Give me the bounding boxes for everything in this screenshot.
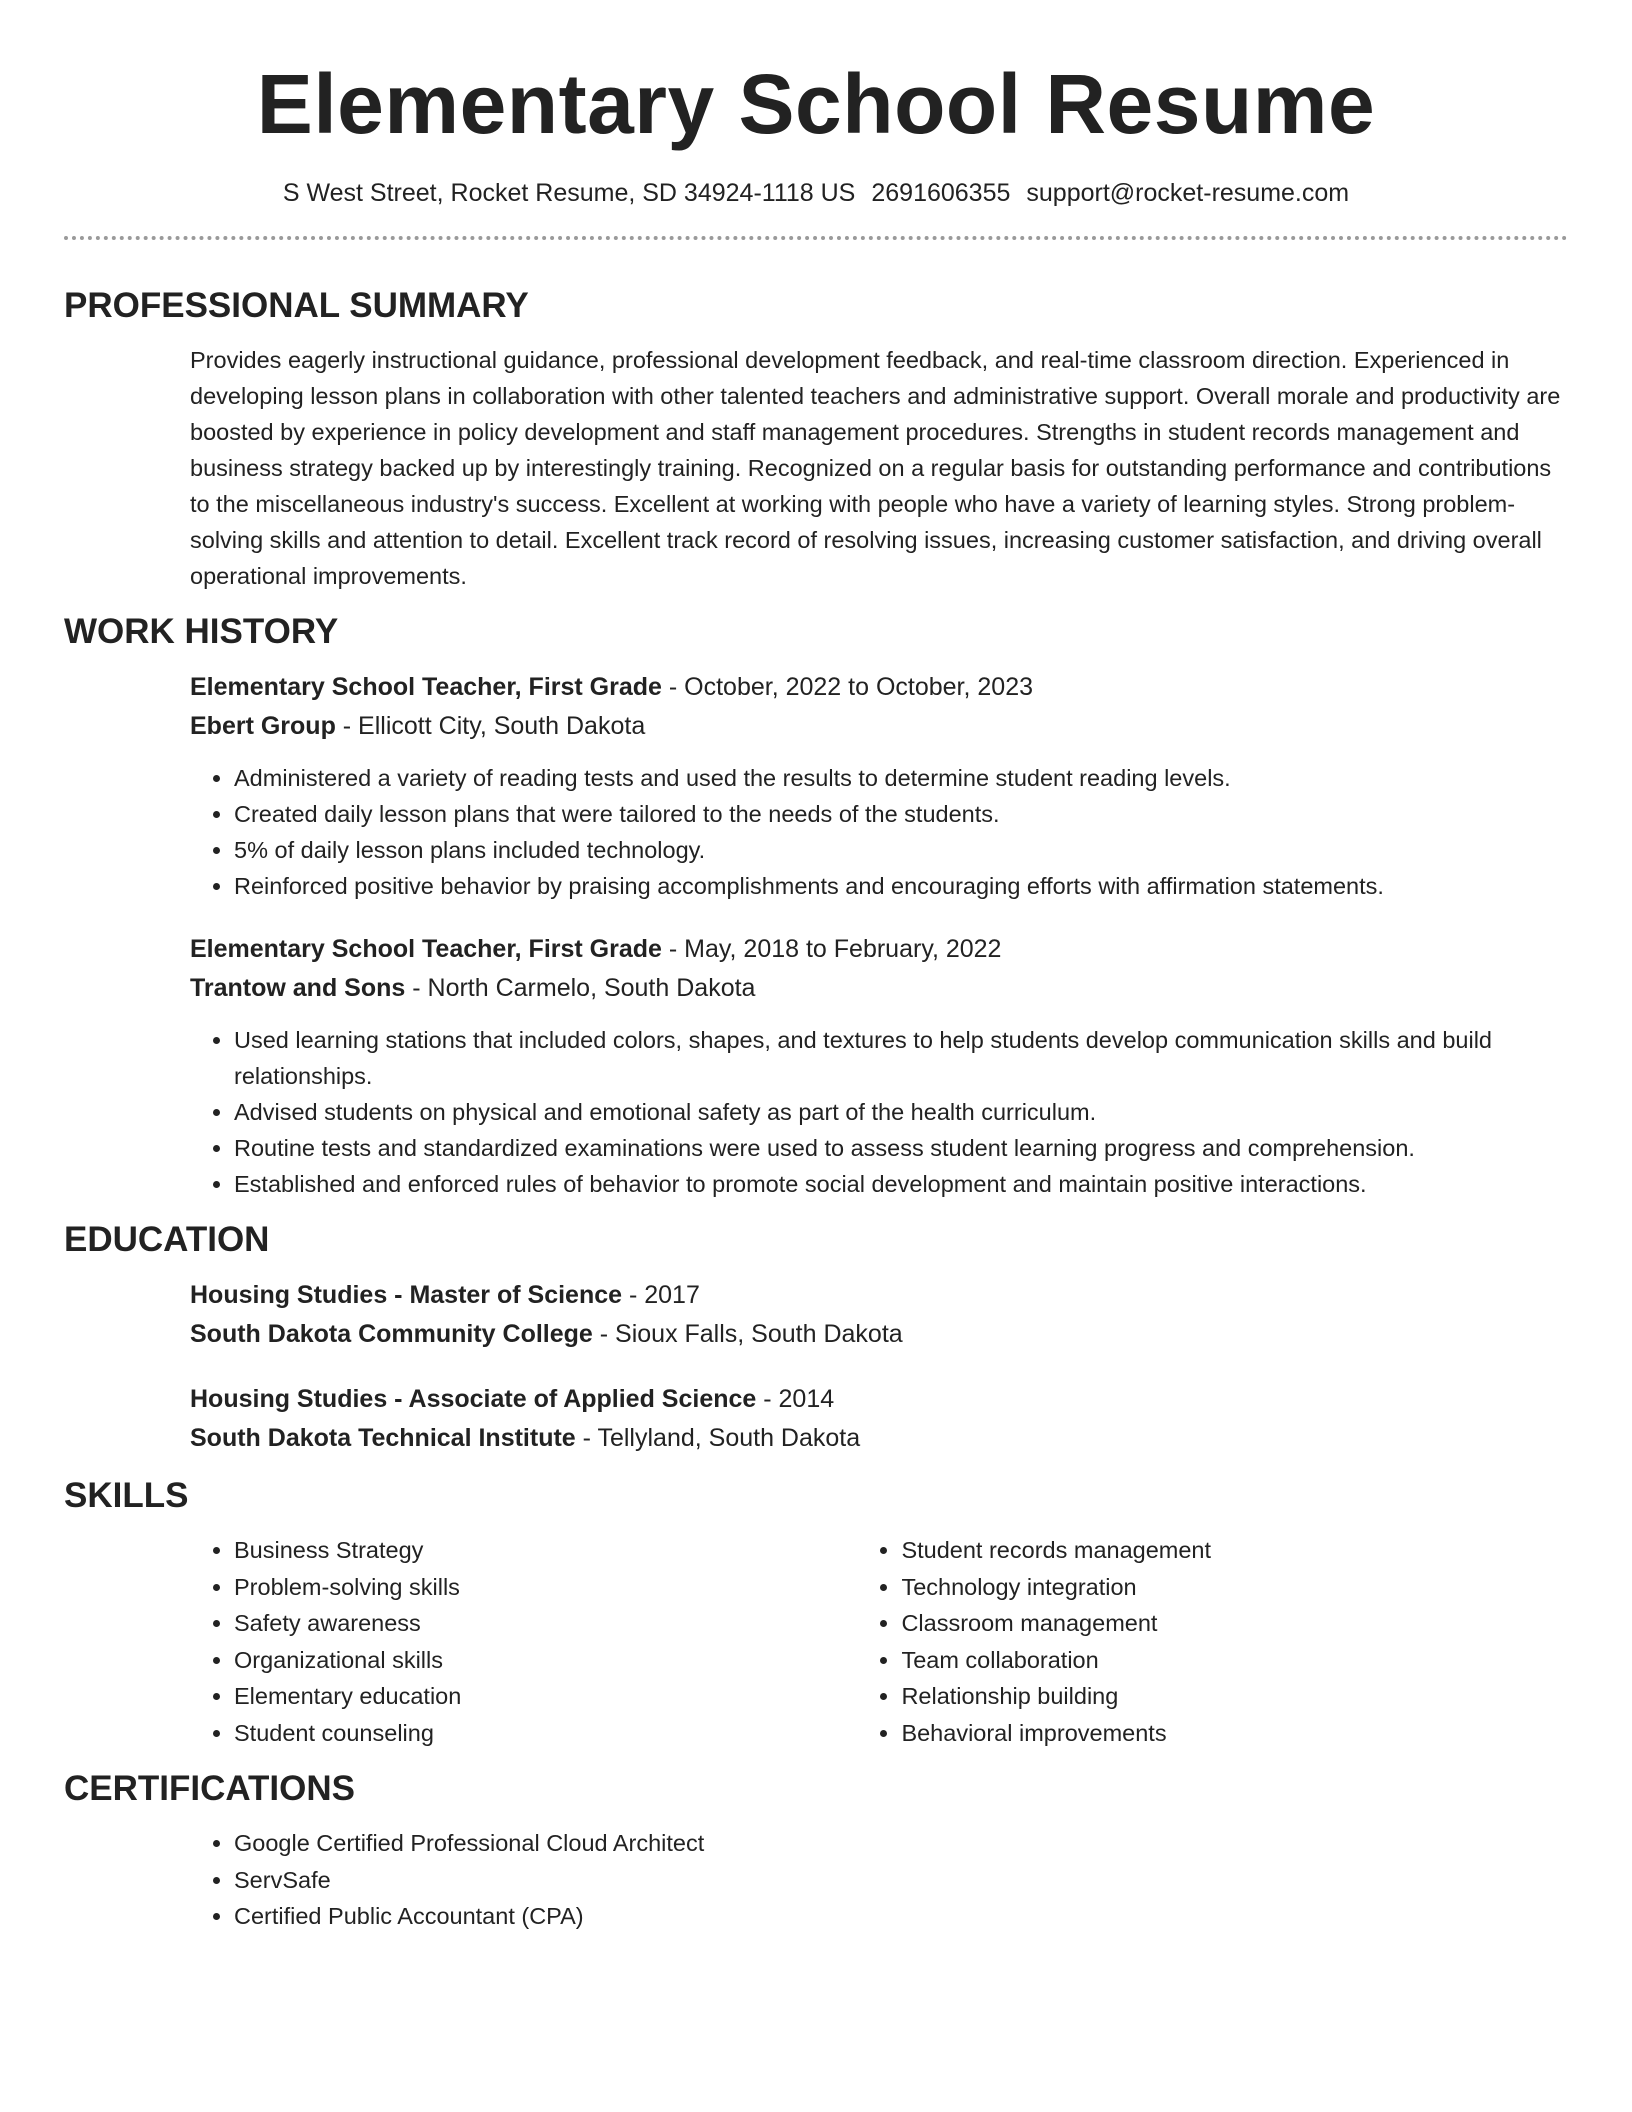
job-role: Elementary School Teacher, First Grade: [190, 935, 662, 963]
summary-section: [64, 284, 1568, 594]
school-location: - Sioux Falls, South Dakota: [592, 1320, 903, 1348]
school: South Dakota Community College: [190, 1320, 593, 1348]
job-location: - Ellicott City, South Dakota: [335, 712, 646, 740]
certification-item: • Certified Public Accountant (CPA): [234, 1898, 1568, 1935]
skills-grid: [190, 1532, 1568, 1751]
education-entry: [190, 1380, 1568, 1458]
school-line: [190, 1315, 1568, 1354]
job-role: Elementary School Teacher, First Grade: [190, 673, 662, 701]
school: South Dakota Technical Institute: [190, 1424, 576, 1452]
skill-item: • Student records management: [901, 1532, 1568, 1569]
resume-header: [64, 0, 1568, 210]
header-divider: [64, 236, 1568, 240]
skill-item: • Safety awareness: [234, 1605, 857, 1642]
section-title-work: WORK HISTORY: [64, 612, 339, 651]
section-title-skills: SKILLS: [64, 1476, 189, 1515]
work-history-section: [64, 610, 1568, 1202]
skill-item: • Relationship building: [901, 1678, 1568, 1715]
skill-item: • Technology integration: [901, 1569, 1568, 1606]
job-dates: - May, 2018 to February, 2022: [661, 935, 1002, 963]
job-bullets: [190, 1022, 1568, 1202]
resume-title: Elementary School Resume: [256, 57, 1376, 151]
school-line: [190, 1419, 1568, 1458]
skill-item: • Business Strategy: [234, 1532, 857, 1569]
skill-item: • Classroom management: [901, 1605, 1568, 1642]
skill-item: • Student counseling: [234, 1715, 857, 1752]
list-item: • Routine tests and standardized examinations were used to assess student learning progress and comprehension.: [234, 1130, 1568, 1166]
job-company: Trantow and Sons: [190, 974, 406, 1002]
degree: Housing Studies - Associate of Applied Science: [190, 1385, 757, 1413]
contact-line: [64, 176, 1568, 210]
certifications-section: [64, 1767, 1568, 1935]
job-bullets: [190, 760, 1568, 904]
skill-item: • Problem-solving skills: [234, 1569, 857, 1606]
job-location: - North Carmelo, South Dakota: [405, 974, 756, 1002]
job-entry: [190, 930, 1568, 1202]
contact-email: support@rocket-resume.com: [1026, 179, 1350, 207]
degree-line: [190, 1276, 1568, 1315]
education-entry: [190, 1276, 1568, 1354]
section-title-summary: PROFESSIONAL SUMMARY: [64, 286, 529, 325]
degree: Housing Studies - Master of Science: [190, 1281, 623, 1309]
degree-year: - 2017: [622, 1281, 700, 1309]
job-title-line: [190, 668, 1568, 707]
job-dates: - October, 2022 to October, 2023: [661, 673, 1034, 701]
skill-item: • Behavioral improvements: [901, 1715, 1568, 1752]
job-company-line: [190, 969, 1568, 1008]
contact-phone: 2691606355: [871, 179, 1011, 207]
list-item: • Advised students on physical and emotional safety as part of the health curriculum.: [234, 1094, 1568, 1130]
job-entry: [190, 668, 1568, 904]
skills-column-right: [857, 1532, 1568, 1751]
skills-column-left: [190, 1532, 857, 1751]
contact-address: S West Street, Rocket Resume, SD 34924-1118 US: [282, 179, 856, 207]
skills-section: [64, 1474, 1568, 1751]
list-item: • Created daily lesson plans that were tailored to the needs of the students.: [234, 796, 1568, 832]
certifications-list: [190, 1825, 1568, 1935]
degree-year: - 2014: [756, 1385, 835, 1413]
list-item: • Reinforced positive behavior by praising accomplishments and encouraging efforts with affirmation statements.: [234, 868, 1568, 904]
job-title-line: [190, 930, 1568, 969]
certification-item: • ServSafe: [234, 1862, 1568, 1899]
list-item: • Established and enforced rules of behavior to promote social development and maintain positive interactions.: [234, 1166, 1568, 1202]
skill-item: • Team collaboration: [901, 1642, 1568, 1679]
summary-text: Provides eagerly instructional guidance, professional development feedback, and real-time classroom direction. Experienced in developing lesson plans in collaboration with other talented teachers and administrative support. Overall morale and productivity are boosted by experience in policy development and staff management procedures. Strengths in student records management and business strategy backed up by interestingly training. Recognized on a regular basis for outstanding performance and contributions to the miscellaneous industry's success. Excellent at working with people who have a variety of learning styles. Strong problem-solving skills and attention to detail. Excellent track record of resolving issues, increasing customer satisfaction, and driving overall operational improvements.: [190, 347, 1561, 589]
certification-item: • Google Certified Professional Cloud Architect: [234, 1825, 1568, 1862]
degree-line: [190, 1380, 1568, 1419]
list-item: • Administered a variety of reading tests and used the results to determine student reading levels.: [234, 760, 1568, 796]
section-title-certifications: CERTIFICATIONS: [64, 1769, 356, 1808]
section-title-education: EDUCATION: [64, 1220, 270, 1259]
job-company-line: [190, 707, 1568, 746]
list-item: • 5% of daily lesson plans included technology.: [234, 832, 1568, 868]
list-item: • Used learning stations that included colors, shapes, and textures to help students develop communication skills and build relationships.: [234, 1022, 1568, 1094]
education-section: [64, 1218, 1568, 1458]
skill-item: • Elementary education: [234, 1678, 857, 1715]
school-location: - Tellyland, South Dakota: [575, 1424, 861, 1452]
skill-item: • Organizational skills: [234, 1642, 857, 1679]
job-company: Ebert Group: [190, 712, 336, 740]
